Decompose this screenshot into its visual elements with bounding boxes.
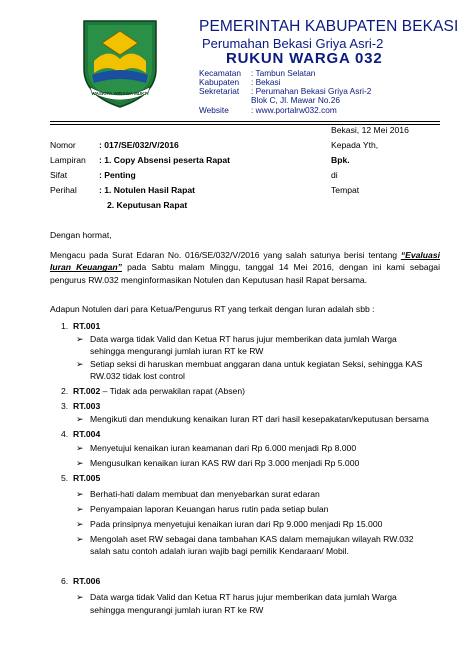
arrow-bullet-icon: ➢ bbox=[76, 592, 84, 602]
info-value: : Bekasi bbox=[251, 77, 281, 87]
point-text: Penyampaian laporan Keuangan harus rutin pada setiap bulan bbox=[90, 504, 329, 514]
item-number: 6. bbox=[61, 576, 69, 586]
logo-motto: WASKITA WIBAWA MUKTI bbox=[91, 91, 149, 96]
arrow-bullet-icon: ➢ bbox=[76, 359, 84, 369]
opening-paragraph bbox=[50, 249, 440, 286]
header-divider bbox=[50, 121, 440, 122]
info-label: Kecamatan bbox=[199, 68, 241, 78]
notulen-intro: Adapun Notulen dari para Ketua/Pengurus RT yang terkait dengan Iuran adalah sbb : bbox=[50, 304, 375, 314]
bekasi-emblem-logo bbox=[78, 17, 162, 109]
info-value: : Tambun Selatan bbox=[251, 68, 316, 78]
government-title: PEMERINTAH KABUPATEN BEKASI bbox=[199, 18, 459, 35]
perihal-label: Perihal bbox=[50, 185, 77, 195]
lampiran-label: Lampiran bbox=[50, 155, 86, 165]
info-label: Website bbox=[199, 105, 229, 115]
arrow-bullet-icon: ➢ bbox=[76, 504, 84, 514]
rt-heading-line bbox=[73, 387, 245, 396]
point-text-cont: salah satu contoh adalah iuran wajib bagi pemilik Kendaraan/ Mobil. bbox=[90, 546, 349, 556]
rt-heading: RT.006 bbox=[73, 576, 101, 586]
item-number: 4. bbox=[61, 429, 69, 439]
info-label: Kabupaten bbox=[199, 77, 240, 87]
rt-heading: RT.001 bbox=[73, 321, 101, 331]
kepada-text: Kepada Yth, bbox=[331, 140, 379, 150]
perihal-value: : 1. Notulen Hasil Rapat bbox=[99, 185, 195, 195]
item-number: 3. bbox=[61, 401, 69, 411]
point-text: Setiap seksi di haruskan membuat anggaran dana untuk kegiatan Seksi, sehingga KAS bbox=[90, 359, 423, 369]
point-text-cont: sehingga mengurangi jumlah iuran RT ke RW bbox=[90, 346, 264, 356]
point-text: Mengikuti dan mendukung kenaikan Iuran RT dari hasil kesepakatan/keputusan bersama bbox=[90, 414, 429, 424]
arrow-bullet-icon: ➢ bbox=[76, 534, 84, 544]
arrow-bullet-icon: ➢ bbox=[76, 414, 84, 424]
para1-emphasis: “Evaluasi Iuran Keuangan” bbox=[50, 250, 440, 273]
rw-title: RUKUN WARGA 032 bbox=[226, 50, 383, 67]
point-text: Data warga tidak Valid dan Ketua RT harus jujur memberikan data jumlah Warga bbox=[90, 592, 397, 602]
rt-note: – Tidak ada perwakilan rapat (Absen) bbox=[100, 386, 245, 396]
rt-heading: RT.003 bbox=[73, 401, 101, 411]
nomor-label: Nomor bbox=[50, 140, 76, 150]
item-number: 5. bbox=[61, 473, 69, 483]
arrow-bullet-icon: ➢ bbox=[76, 443, 84, 453]
letter-date: Bekasi, 12 Mei 2016 bbox=[331, 125, 409, 135]
point-text: Menyetujui kenaikan iuran keamanan dari Rp 6.000 menjadi Rp 8.000 bbox=[90, 443, 357, 453]
point-text-cont: RW.032 tidak lost control bbox=[90, 371, 185, 381]
info-value: : www.portalrw032.com bbox=[251, 105, 337, 115]
point-text: Data warga tidak Valid dan Ketua RT harus jujur memberikan data jumlah Warga bbox=[90, 334, 397, 344]
arrow-bullet-icon: ➢ bbox=[76, 519, 84, 529]
housing-subtitle: Perumahan Bekasi Griya Asri-2 bbox=[202, 36, 384, 51]
item-number: 2. bbox=[61, 386, 69, 396]
point-text: Mengolah aset RW sebagai dana tambahan KAS dalam memajukan wilayah RW.032 bbox=[90, 534, 414, 544]
item-number: 1. bbox=[61, 321, 69, 331]
para1-text-a: Mengacu pada Surat Edaran No. 016/SE/032/V/2016 yang salah satunya berisi tentang bbox=[50, 250, 401, 260]
lampiran-value: : 1. Copy Absensi peserta Rapat bbox=[99, 155, 231, 165]
di-text: di bbox=[331, 170, 338, 180]
greeting: Dengan hormat, bbox=[50, 230, 112, 240]
point-text: Pada prinsipnya menyetujui kenaikan iuran dari Rp 9.000 menjadi Rp 15.000 bbox=[90, 519, 383, 529]
rt-heading: RT.002 bbox=[73, 386, 101, 396]
info-value: Blok C, Jl. Mawar No.26 bbox=[251, 95, 340, 105]
rt-heading: RT.004 bbox=[73, 429, 101, 439]
sifat-label: Sifat bbox=[50, 170, 68, 180]
info-label: Sekretariat bbox=[199, 86, 240, 96]
tempat-text: Tempat bbox=[331, 185, 360, 195]
rt-heading: RT.005 bbox=[73, 473, 101, 483]
perihal-value-2: 2. Keputusan Rapat bbox=[107, 200, 188, 210]
para1-text-b: pada Sabtu malam Minggu, tanggal 14 Mei 2016, dengan ini kami sebagai pengurus RW.032 menginformasikan Notulen dan Keputusan hasil Rapat bersama. bbox=[50, 262, 440, 285]
arrow-bullet-icon: ➢ bbox=[76, 458, 84, 468]
info-value: : Perumahan Bekasi Griya Asri-2 bbox=[251, 86, 372, 96]
point-text-cont: sehingga mengurangi jumlah iuran RT ke RW bbox=[90, 605, 264, 615]
recipient-bpk: Bpk. bbox=[331, 155, 350, 165]
sifat-value: : Penting bbox=[99, 170, 136, 180]
arrow-bullet-icon: ➢ bbox=[76, 489, 84, 499]
arrow-bullet-icon: ➢ bbox=[76, 334, 84, 344]
nomor-value: : 017/SE/032/V/2016 bbox=[99, 140, 179, 150]
point-text: Mengusulkan kenaikan iuran KAS RW dari Rp 3.000 menjadi Rp 5.000 bbox=[90, 458, 360, 468]
point-text: Berhati-hati dalam membuat dan menyebarkan surat edaran bbox=[90, 489, 320, 499]
